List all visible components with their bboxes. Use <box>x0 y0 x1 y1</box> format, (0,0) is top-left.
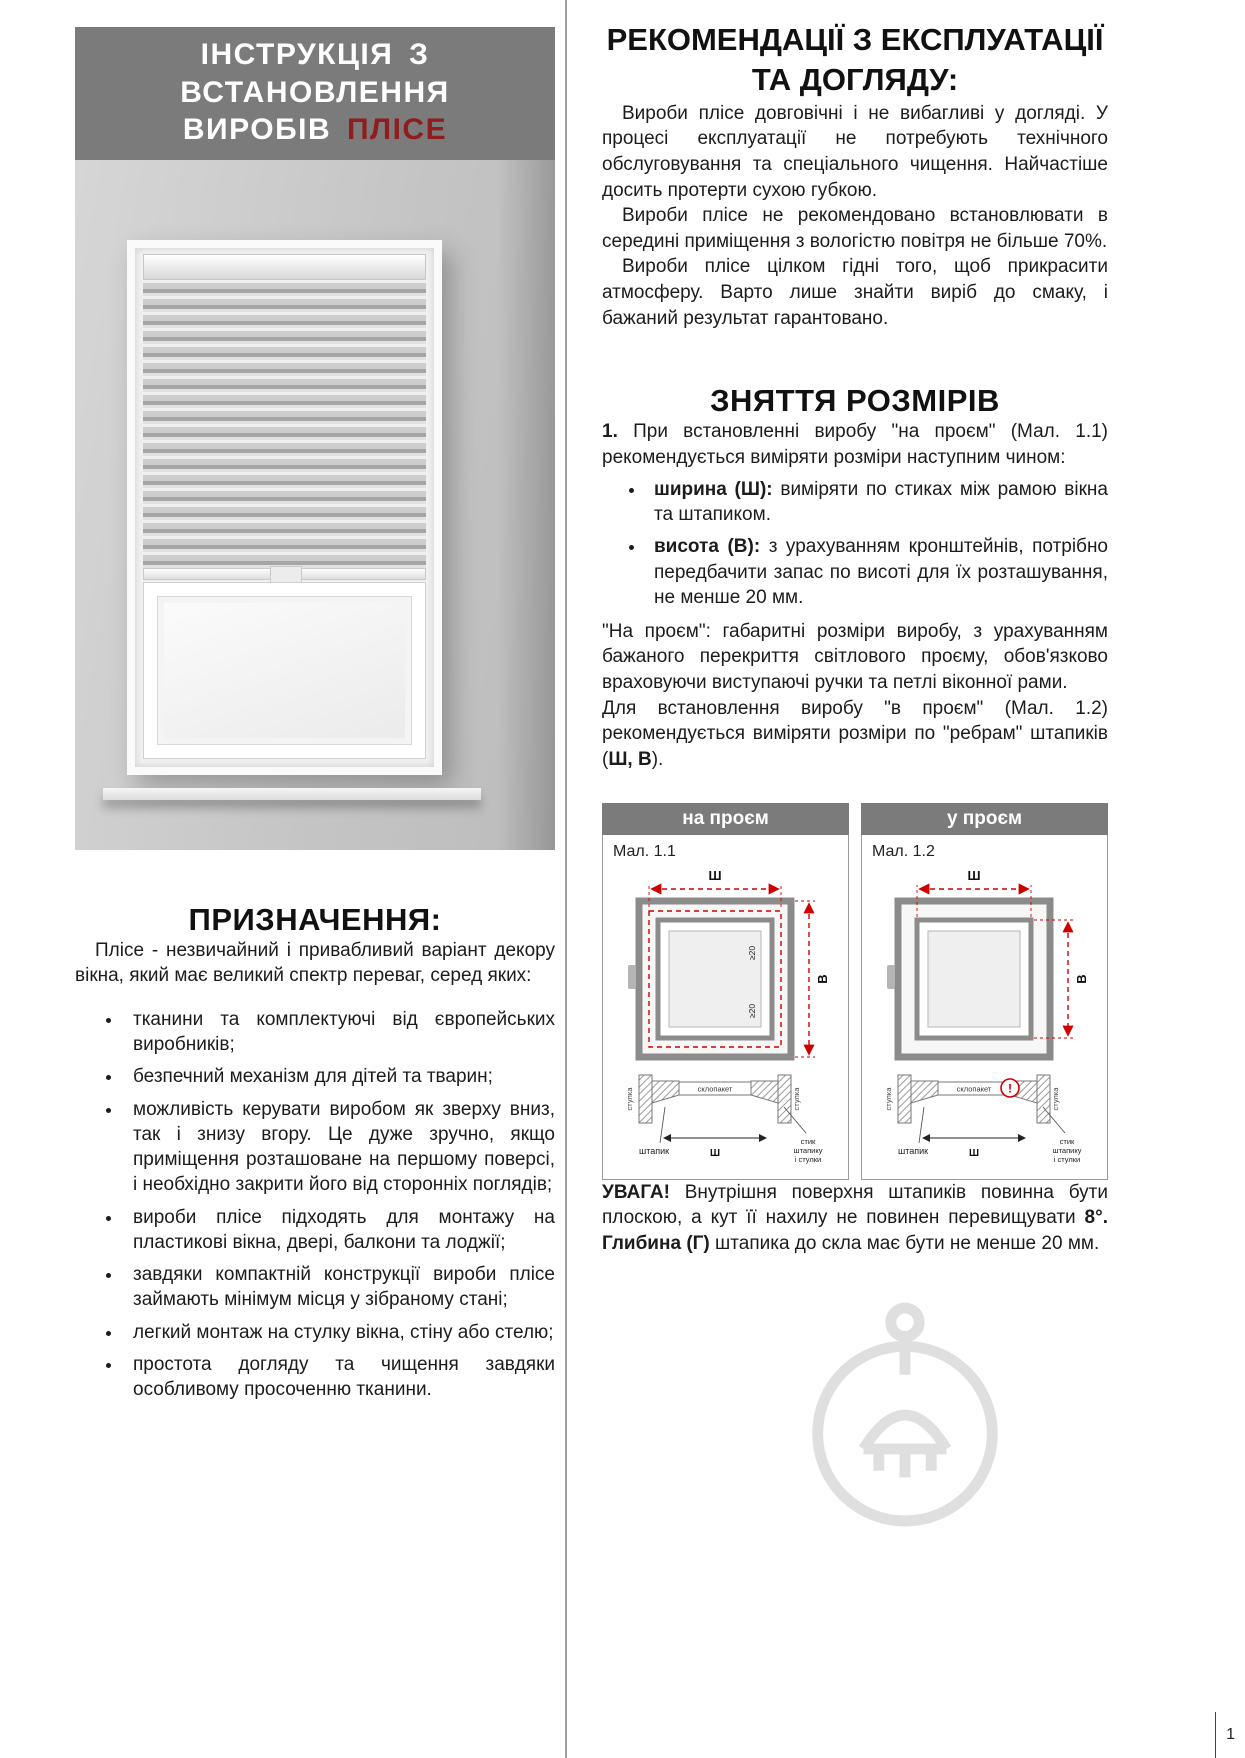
styk-label-2: штапику <box>1052 1145 1082 1155</box>
figure-header: на проєм <box>602 803 849 835</box>
window-drawing <box>887 901 1050 1057</box>
measuring-paragraph-1: "На проєм": габаритні розміри виробу, з урахуванням бажаного перекриття світлового проєму, обов'язково враховуючи виступаючі ручки та петлі віконної рами. <box>602 620 1108 694</box>
right-column <box>602 0 1108 1257</box>
left-header-banner <box>75 27 555 160</box>
measuring-bullet-list <box>602 477 1108 611</box>
measuring-paragraph-2 <box>602 696 1108 773</box>
bullet-text: виміряти по стиках між рамою вікна та штапиком. <box>654 478 1108 526</box>
measuring-title: ЗНЯТТЯ РОЗМІРІВ <box>710 383 1000 419</box>
window-sill <box>103 788 481 800</box>
width-label: Ш <box>967 867 981 883</box>
list-item: • вироби плісе підходять для монтажу на пластикові вікна, двері, балкони та лоджії; <box>123 1205 555 1256</box>
step-text: При встановленні виробу "на проєм" (Мал. 1.1) рекомендується виміряти розміри наступним чином: <box>602 421 1108 468</box>
list-item: • простота догляду та чищення завдяки особливому просоченню тканини. <box>123 1352 555 1403</box>
paragraph-text: ). <box>651 749 664 771</box>
bullet-term: ширина (Ш): <box>654 478 773 500</box>
sklopaket-label: склопакет <box>956 1084 992 1094</box>
stulka-left-label: стулка <box>884 1087 893 1111</box>
width-label: Ш <box>708 867 722 883</box>
height-label: В <box>1074 973 1089 984</box>
styk-label-3: і стулки <box>1053 1154 1081 1164</box>
list-item: • тканини та комплектуючі від європейських виробників; <box>123 1007 555 1058</box>
pleated-shade <box>143 280 426 568</box>
list-item: • легкий монтаж на стулку вікна, стіну або стелю; <box>123 1320 555 1345</box>
blind-bottomrail <box>143 568 426 580</box>
banner-word-products: ВИРОБІВ <box>182 113 332 146</box>
window-drawing <box>628 901 791 1057</box>
cross-section <box>898 1075 1050 1123</box>
window-sash <box>143 582 426 759</box>
care-paragraph-3: Вироби плісе цілком гідні того, щоб прикрасити атмосферу. Варто лише знайти виріб до смаку, і бажаний результат гарантовано. <box>602 256 1108 329</box>
dimensions-bold: Ш, В <box>608 749 652 771</box>
attention-depth-bold: Глибина (Г) <box>602 1232 710 1254</box>
window-glass <box>158 597 411 744</box>
figures-row <box>602 803 1108 1180</box>
stulka-left-label: стулка <box>625 1087 634 1111</box>
styk-label-3: і стулки <box>794 1154 822 1164</box>
benefits-list <box>75 1007 555 1403</box>
attention-text-1: Внутрішня поверхня штапиків повинна бути плоскою, а кут її нахилу не повинен перевищувати <box>602 1181 1108 1229</box>
figure-1-2 <box>861 803 1108 1180</box>
watermark-logo <box>795 1283 1015 1545</box>
measuring-step-1 <box>602 419 1108 470</box>
bullet-term: висота (В): <box>654 535 761 557</box>
gap-label-bottom: ≥20 <box>747 1003 757 1018</box>
purpose-title: ПРИЗНАЧЕННЯ: <box>188 901 442 937</box>
blind-headrail <box>143 254 426 280</box>
attention-degrees: 8°. <box>1084 1207 1108 1229</box>
attention-label: УВАГА! <box>602 1181 670 1203</box>
paragraph-text: Для встановлення виробу "в проєм" (Мал. 1.2) рекомендується виміряти розміри по "ребрам" штапиків ( <box>602 697 1108 771</box>
wall-shadow <box>497 160 555 850</box>
banner-word-plisse: ПЛІСЕ <box>346 113 448 146</box>
list-item <box>646 477 1108 528</box>
window-frame <box>127 240 442 775</box>
stulka-right-label: стулка <box>1051 1087 1060 1111</box>
sh-label: Ш <box>968 1147 980 1159</box>
list-item <box>646 534 1108 611</box>
figure-body <box>861 835 1108 1180</box>
bullet-text: з урахуванням кронштейнів, потрібно передбачити запас по висоті для їх розташування, не менше 20 мм. <box>654 535 1108 609</box>
figure-body <box>602 835 849 1180</box>
attention-text-2: штапика до скла має бути не менше 20 мм. <box>709 1232 1100 1254</box>
banner-line-2 <box>75 111 555 149</box>
shtapik-label: штапик <box>898 1145 929 1156</box>
styk-label-1: стик <box>1059 1136 1075 1146</box>
purpose-intro: Плісе - незвичайний і привабливий варіант декору вікна, який має великий спектр переваг, серед яких: <box>75 939 555 987</box>
page-number <box>1215 1712 1235 1758</box>
height-label: В <box>815 973 830 984</box>
care-title-line-1: РЕКОМЕНДАЦІЇ З ЕКСПЛУАТАЦІЇ <box>606 22 1104 57</box>
list-item: • можливість керувати виробом як зверху вниз, так і знизу вгору. Це дуже зручно, якщо приміщення розташоване на першому поверсі, і необхідно закрити його від сторонніх поглядів; <box>123 1097 555 1198</box>
list-item: • завдяки компактній конструкції вироби плісе займають мінімум місця у зібраному стані; <box>123 1262 555 1313</box>
styk-label-1: стик <box>800 1136 816 1146</box>
figure-1-1-diagram <box>603 861 848 1179</box>
figure-header: у проєм <box>861 803 1108 835</box>
list-item: • безпечний механізм для дітей та тварин; <box>123 1064 555 1089</box>
column-divider <box>565 0 567 1758</box>
warning-mark: ! <box>1008 1081 1012 1096</box>
attention-paragraph <box>602 1180 1108 1257</box>
figure-1-1 <box>602 803 849 1180</box>
blind-handle-tab <box>270 566 302 583</box>
care-paragraph-1: Вироби плісе довговічні і не вибагливі у догляді. У процесі експлуатації не потребують технічного обслуговування та спеціального чищення. Найчастіше досить протерти сухою губкою. <box>602 102 1108 201</box>
figure-caption: Мал. 1.1 <box>613 842 676 860</box>
stulka-right-label: стулка <box>792 1087 801 1111</box>
step-number: 1. <box>602 421 618 443</box>
care-paragraph-2: Вироби плісе не рекомендовано встановлювати в середині приміщення з вологістю повітря не більше 70%. <box>602 205 1108 252</box>
left-column <box>75 0 555 1410</box>
care-title <box>602 20 1108 101</box>
shtapik-label: штапик <box>639 1145 670 1156</box>
styk-label-2: штапику <box>793 1145 823 1155</box>
sklopaket-label: склопакет <box>697 1084 733 1094</box>
page-number-value: 1 <box>1226 1726 1235 1743</box>
figure-caption: Мал. 1.2 <box>872 842 935 860</box>
sh-label: Ш <box>709 1147 721 1159</box>
product-illustration <box>75 160 555 850</box>
cross-section <box>639 1075 791 1123</box>
figure-1-2-diagram <box>862 861 1107 1179</box>
banner-line-1: ІНСТРУКЦІЯ З ВСТАНОВЛЕННЯ <box>180 38 450 109</box>
care-title-line-2: ТА ДОГЛЯДУ: <box>751 62 959 98</box>
gap-label-top: ≥20 <box>747 945 757 960</box>
